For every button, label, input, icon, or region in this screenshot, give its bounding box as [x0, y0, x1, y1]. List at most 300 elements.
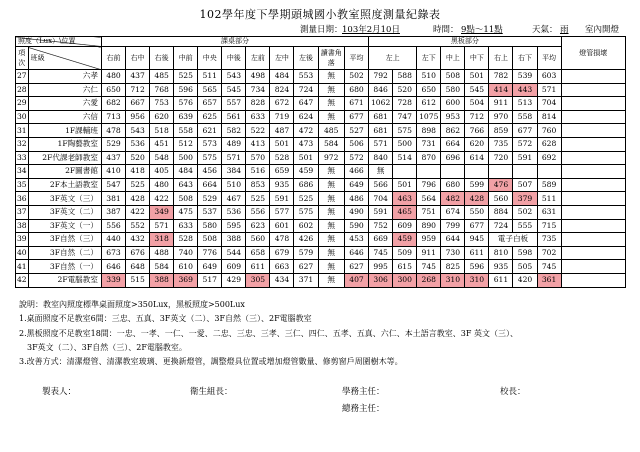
desk-value: 384 [222, 165, 246, 179]
board-value: 615 [393, 260, 417, 274]
desk-section-header: 課桌部分 [101, 37, 368, 47]
desk-col-header: 中後 [222, 47, 246, 70]
class-name: 1F陶藝教室 [28, 137, 101, 151]
board-value [441, 165, 465, 179]
board-value: 611 [465, 246, 489, 260]
desk-value: 無 [318, 219, 344, 233]
board-value: 911 [417, 246, 441, 260]
desk-value: 609 [222, 260, 246, 274]
board-value: 674 [441, 205, 465, 219]
board-value: 782 [489, 70, 513, 84]
desk-value: 489 [222, 137, 246, 151]
row-number: 34 [16, 165, 29, 179]
desk-value: 451 [150, 137, 174, 151]
board-value: 310 [465, 273, 489, 287]
desk-value: 664 [198, 178, 222, 192]
board-section-header: 黑板部分 [369, 37, 562, 47]
board-value: 890 [417, 219, 441, 233]
desk-value: 828 [246, 97, 270, 111]
desk-value: 485 [318, 124, 344, 138]
class-name: 2F代課老師教室 [28, 151, 101, 165]
board-value [513, 165, 537, 179]
board-value: 953 [441, 110, 465, 124]
desk-value: 413 [246, 137, 270, 151]
desk-value: 776 [198, 246, 222, 260]
desk-value: 無 [318, 246, 344, 260]
board-note: 電子白板 [489, 233, 537, 247]
board-value: 792 [369, 70, 393, 84]
desk-value: 429 [222, 273, 246, 287]
desk-col-header: 平均 [344, 47, 368, 70]
board-value: 696 [441, 151, 465, 165]
remark-cell [561, 219, 625, 233]
board-value: 644 [441, 233, 465, 247]
class-name: 3F自然（三） [28, 233, 101, 247]
desk-value: 713 [101, 110, 125, 124]
board-value: 799 [441, 219, 465, 233]
board-value: 735 [537, 233, 561, 247]
desk-value: 557 [222, 97, 246, 111]
desk-value: 484 [270, 70, 294, 84]
remark-cell [561, 70, 625, 84]
desk-value: 418 [126, 165, 150, 179]
desk-value: 500 [174, 151, 198, 165]
desk-value: 596 [174, 83, 198, 97]
table-row [16, 97, 626, 111]
desk-value: 633 [174, 219, 198, 233]
desk-value: 972 [318, 151, 344, 165]
board-value: 730 [441, 246, 465, 260]
desk-value: 543 [126, 124, 150, 138]
class-name: 3F英文（一） [28, 219, 101, 233]
desk-value: 623 [246, 219, 270, 233]
board-value: 566 [369, 178, 393, 192]
desk-value: 646 [344, 246, 368, 260]
board-value: 631 [537, 205, 561, 219]
note-line: 3F英文（二）、3F自然（三）、2F電腦教室。 [19, 342, 187, 352]
desk-value: 516 [246, 165, 270, 179]
board-col-header: 左下 [417, 47, 441, 70]
board-value: 724 [489, 219, 513, 233]
board-value: 935 [489, 260, 513, 274]
table-row [16, 260, 626, 274]
desk-value: 582 [222, 124, 246, 138]
time-value: 9點～11點 [461, 25, 503, 35]
desk-value: 571 [222, 151, 246, 165]
desk-value: 682 [101, 97, 125, 111]
desk-value: 853 [246, 178, 270, 192]
board-value: 500 [393, 137, 417, 151]
board-value: 443 [513, 83, 537, 97]
desk-value: 473 [294, 137, 318, 151]
desk-value: 422 [126, 205, 150, 219]
desk-value: 480 [150, 178, 174, 192]
board-value: 870 [417, 151, 441, 165]
desk-value: 525 [294, 192, 318, 206]
board-value: 無 [369, 165, 393, 179]
row-number: 42 [16, 273, 29, 287]
desk-value: 956 [126, 110, 150, 124]
desk-value: 349 [150, 205, 174, 219]
desk-value: 673 [101, 246, 125, 260]
board-value: 603 [537, 70, 561, 84]
weather-value: 雨 [560, 25, 569, 35]
desk-value: 602 [294, 219, 318, 233]
desk-value: 552 [126, 219, 150, 233]
desk-value: 591 [270, 192, 294, 206]
row-number: 38 [16, 219, 29, 233]
board-value: 862 [441, 124, 465, 138]
desk-value: 520 [126, 151, 150, 165]
row-number: 28 [16, 83, 29, 97]
row-number: 32 [16, 137, 29, 151]
board-value: 1062 [369, 97, 393, 111]
date-label: 測量日期： [300, 25, 343, 35]
board-value: 959 [417, 233, 441, 247]
remark-cell [561, 178, 625, 192]
remark-cell [561, 205, 625, 219]
desk-value: 646 [101, 260, 125, 274]
desk-col-header: 左前 [246, 47, 270, 70]
desk-value: 459 [294, 165, 318, 179]
desk-value: 478 [270, 233, 294, 247]
class-name: 3F英文（二） [28, 205, 101, 219]
board-value: 669 [369, 233, 393, 247]
row-number: 29 [16, 97, 29, 111]
board-value: 796 [417, 178, 441, 192]
board-value: 476 [489, 178, 513, 192]
desk-value: 426 [294, 233, 318, 247]
board-value: 306 [369, 273, 393, 287]
desk-value: 543 [222, 70, 246, 84]
row-number: 41 [16, 260, 29, 274]
class-name: 2F圖書館 [28, 165, 101, 179]
desk-value: 339 [101, 273, 125, 287]
desk-value: 388 [150, 273, 174, 287]
illuminance-table [15, 36, 626, 288]
desk-value: 508 [198, 233, 222, 247]
desk-value: 410 [101, 165, 125, 179]
row-number: 33 [16, 151, 29, 165]
desk-value: 510 [222, 178, 246, 192]
class-name: 六信 [28, 110, 101, 124]
desk-col-header: 左後 [294, 47, 318, 70]
board-value [489, 165, 513, 179]
desk-value: 527 [344, 124, 368, 138]
board-value: 379 [513, 192, 537, 206]
desk-value: 734 [246, 83, 270, 97]
board-value: 511 [537, 192, 561, 206]
desk-value: 529 [198, 192, 222, 206]
desk-col-header: 中央 [198, 47, 222, 70]
board-value [417, 165, 441, 179]
board-value: 596 [465, 260, 489, 274]
board-value: 745 [369, 246, 393, 260]
board-value: 507 [513, 178, 537, 192]
desk-value: 456 [198, 165, 222, 179]
desk-value: 663 [270, 260, 294, 274]
row-number: 37 [16, 205, 29, 219]
desk-value: 528 [270, 151, 294, 165]
desk-value: 512 [174, 137, 198, 151]
board-value: 575 [393, 124, 417, 138]
board-value: 558 [513, 110, 537, 124]
board-value: 550 [465, 205, 489, 219]
desk-value: 536 [222, 205, 246, 219]
desk-value: 624 [294, 110, 318, 124]
board-value: 420 [513, 273, 537, 287]
corner-header: 照度（Lux）\位置 [16, 37, 102, 47]
desk-value: 467 [222, 192, 246, 206]
board-value: 995 [369, 260, 393, 274]
board-col-header: 左上 [369, 47, 417, 70]
class-name: 六愛 [28, 97, 101, 111]
note-line: 說明：教室內照度標準桌面照度>350Lux，黑板照度>500Lux [19, 300, 245, 309]
desk-value: 無 [318, 165, 344, 179]
board-value: 539 [513, 70, 537, 84]
board-value: 268 [417, 273, 441, 287]
desk-value: 677 [344, 110, 368, 124]
desk-value: 639 [174, 110, 198, 124]
desk-value: 490 [344, 205, 368, 219]
desk-col-header: 右後 [150, 47, 174, 70]
desk-value: 529 [101, 137, 125, 151]
desk-value: 627 [344, 260, 368, 274]
table-row [16, 219, 626, 233]
table-row [16, 205, 626, 219]
board-value: 825 [441, 260, 465, 274]
board-value: 677 [465, 219, 489, 233]
table-row [16, 246, 626, 260]
board-value: 591 [513, 151, 537, 165]
desk-value: 659 [270, 165, 294, 179]
desk-value: 525 [126, 178, 150, 192]
desk-value: 649 [198, 260, 222, 274]
desk-value: 428 [126, 192, 150, 206]
remark-cell [561, 260, 625, 274]
desk-value: 575 [198, 151, 222, 165]
row-number: 39 [16, 233, 29, 247]
desk-value: 611 [246, 260, 270, 274]
board-value: 600 [441, 97, 465, 111]
desk-value: 466 [344, 165, 368, 179]
desk-col-header: 右中 [126, 47, 150, 70]
desk-value: 405 [150, 165, 174, 179]
board-value: 735 [489, 137, 513, 151]
board-value: 300 [393, 273, 417, 287]
desk-value: 318 [150, 233, 174, 247]
board-value: 766 [465, 124, 489, 138]
desk-value: 680 [344, 83, 368, 97]
desk-value: 724 [294, 83, 318, 97]
board-value: 752 [369, 219, 393, 233]
desk-value: 無 [318, 97, 344, 111]
board-value: 599 [465, 178, 489, 192]
board-value [537, 165, 561, 179]
board-value: 715 [537, 219, 561, 233]
class-header: 班級 [28, 47, 101, 70]
desk-value: 577 [270, 205, 294, 219]
desk-value: 590 [344, 219, 368, 233]
board-col-header: 中下 [465, 47, 489, 70]
desk-value: 502 [344, 70, 368, 84]
desk-value: 561 [222, 110, 246, 124]
class-name: 六孝 [28, 70, 101, 84]
desk-value: 565 [198, 83, 222, 97]
row-number: 40 [16, 246, 29, 260]
header-row-sections [16, 37, 626, 47]
board-value: 598 [513, 246, 537, 260]
board-value: 745 [417, 260, 441, 274]
board-value: 650 [417, 83, 441, 97]
remark-cell [561, 124, 625, 138]
table-row [16, 83, 626, 97]
desk-value: 620 [150, 110, 174, 124]
table-row [16, 70, 626, 84]
desk-value: 595 [222, 219, 246, 233]
desk-value: 579 [294, 246, 318, 260]
desk-value: 753 [150, 97, 174, 111]
desk-value: 無 [318, 205, 344, 219]
desk-value: 487 [270, 124, 294, 138]
board-value: 545 [465, 83, 489, 97]
board-value: 589 [537, 178, 561, 192]
board-value: 664 [441, 137, 465, 151]
weather-label: 天氣： [532, 25, 558, 35]
desk-value: 522 [246, 124, 270, 138]
board-value: 751 [417, 205, 441, 219]
desk-value: 506 [344, 137, 368, 151]
board-value: 628 [537, 137, 561, 151]
notes [19, 298, 634, 369]
desk-col-header: 中前 [174, 47, 198, 70]
desk-value: 576 [174, 97, 198, 111]
board-value: 310 [441, 273, 465, 287]
desk-value: 無 [318, 70, 344, 84]
desk-col-header: 左中 [270, 47, 294, 70]
desk-value: 621 [198, 124, 222, 138]
board-value: 611 [489, 273, 513, 287]
board-value [465, 165, 489, 179]
desk-value: 625 [198, 110, 222, 124]
desk-value: 501 [294, 151, 318, 165]
desk-value: 570 [246, 151, 270, 165]
note-line: 2.黑板照度不足教室18間：一忠、一孝、一仁、一愛、二忠、三忠、三孝、三仁、四仁、五孝、五真、六仁、本土語言教室、3F 英文（三）、 [19, 328, 518, 338]
desk-value: 305 [246, 273, 270, 287]
board-col-header: 右下 [513, 47, 537, 70]
board-value: 564 [417, 192, 441, 206]
desk-value: 658 [246, 246, 270, 260]
board-value [393, 165, 417, 179]
class-name: 3F英文（三） [28, 192, 101, 206]
desk-value: 537 [198, 205, 222, 219]
remark-header: 燈管損壞 [561, 37, 625, 70]
academic-director-signature: 學務主任： [342, 387, 385, 397]
board-value: 361 [537, 273, 561, 287]
desk-value: 422 [150, 192, 174, 206]
board-value: 911 [489, 97, 513, 111]
table-row [16, 192, 626, 206]
general-director-signature: 總務主任： [342, 404, 385, 414]
table-row [16, 110, 626, 124]
class-name: 六仁 [28, 83, 101, 97]
desk-value: 935 [270, 178, 294, 192]
desk-value: 437 [126, 70, 150, 84]
desk-value: 553 [294, 70, 318, 84]
board-value: 510 [417, 70, 441, 84]
board-value: 712 [465, 110, 489, 124]
board-value: 840 [369, 151, 393, 165]
board-value: 681 [369, 110, 393, 124]
desk-value: 676 [126, 246, 150, 260]
desk-value: 478 [101, 124, 125, 138]
desk-value: 643 [174, 178, 198, 192]
note-line: 1.桌面照度不足教室6間：三忠、五真、3F英文（二）、3F自然（三）、2F電腦教室 [19, 314, 312, 324]
desk-value: 525 [174, 70, 198, 84]
desk-value: 371 [294, 273, 318, 287]
class-name: 3F自然（一） [28, 260, 101, 274]
desk-value: 647 [294, 97, 318, 111]
board-value: 459 [393, 233, 417, 247]
desk-value: 667 [126, 97, 150, 111]
board-value: 681 [369, 124, 393, 138]
remark-cell [561, 83, 625, 97]
board-value: 513 [513, 97, 537, 111]
board-value: 731 [417, 137, 441, 151]
row-number: 27 [16, 70, 29, 84]
desk-value: 480 [101, 70, 125, 84]
board-value: 704 [369, 192, 393, 206]
desk-value: 528 [174, 233, 198, 247]
board-value: 620 [465, 137, 489, 151]
page-title: 102學年度下學期頭城國小教室照度測量紀錄表 [199, 8, 441, 21]
desk-value: 649 [344, 178, 368, 192]
board-value: 463 [393, 192, 417, 206]
row-number-header: 項次 [16, 47, 29, 70]
desk-value: 484 [174, 165, 198, 179]
board-value: 692 [537, 151, 561, 165]
board-value: 614 [465, 151, 489, 165]
desk-value: 572 [344, 151, 368, 165]
board-value: 810 [489, 246, 513, 260]
board-value: 509 [393, 246, 417, 260]
desk-value: 369 [174, 273, 198, 287]
desk-value: 434 [270, 273, 294, 287]
table-row [16, 233, 626, 247]
desk-value: 486 [344, 192, 368, 206]
row-number: 30 [16, 110, 29, 124]
board-value: 898 [417, 124, 441, 138]
desk-value: 824 [270, 83, 294, 97]
board-value: 612 [417, 97, 441, 111]
desk-col-header: 讀書角落 [318, 47, 344, 70]
desk-value: 545 [222, 83, 246, 97]
desk-value: 無 [318, 233, 344, 247]
board-value: 1075 [417, 110, 441, 124]
desk-value: 650 [101, 83, 125, 97]
board-value: 846 [369, 83, 393, 97]
note-line: 3.改善方式：清潔燈管、清潔教室玻璃、更換新燈管，調整燈具位置或增加燈管數量、修剪窗戶周圍樹木等。 [19, 357, 403, 367]
board-col-header: 中上 [441, 47, 465, 70]
class-name: 3F自然（二） [28, 246, 101, 260]
desk-value: 515 [126, 273, 150, 287]
remark-cell [561, 151, 625, 165]
table-row [16, 165, 626, 179]
board-value: 680 [441, 178, 465, 192]
board-value: 514 [393, 151, 417, 165]
desk-value: 580 [198, 219, 222, 233]
desk-value: 648 [126, 260, 150, 274]
